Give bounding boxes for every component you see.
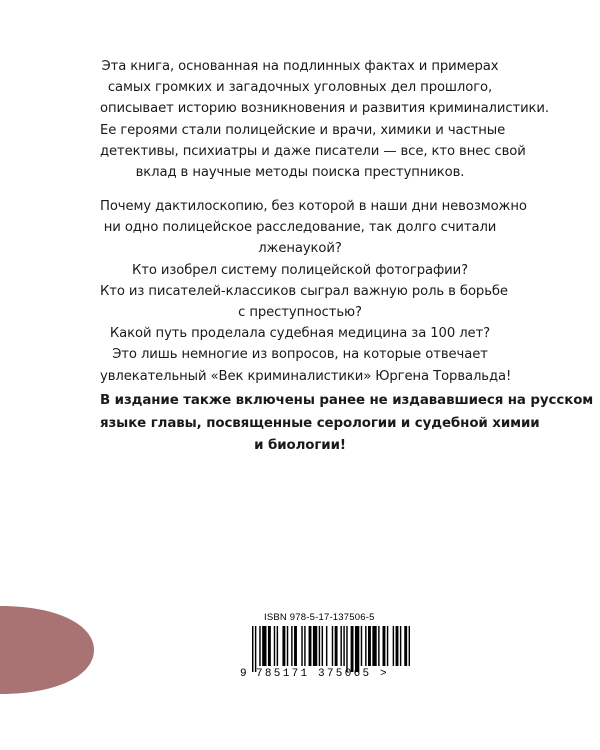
description-paragraph xyxy=(100,56,549,183)
barcode-bar xyxy=(383,626,386,666)
barcode-bar xyxy=(313,626,317,666)
text-line: самых громких и загадочных уголовных дел прошлого, xyxy=(107,80,493,96)
barcode-bar xyxy=(262,626,266,666)
barcode-bar xyxy=(294,626,297,666)
text-line: Ее героями стали полицейские и врачи, химики и частные xyxy=(100,122,506,138)
text-line: Какой путь проделала судебная медицина за 100 лет? xyxy=(109,326,491,342)
barcode-bar xyxy=(274,626,275,666)
text-line: Почему дактилоскопию, без которой в наши дни невозможно xyxy=(100,199,527,214)
isbn-label: ISBN 978-5-17-137506-5 xyxy=(264,612,375,623)
text-line: описывает историю возникновения и развития криминалистики. xyxy=(100,101,549,117)
barcode-bar xyxy=(393,626,394,666)
barcode-bar xyxy=(340,626,341,666)
text-line: с преступностью? xyxy=(238,305,362,321)
text-line: Это лишь немногие из вопросов, на которые отвечает xyxy=(112,347,488,363)
barcode-bar xyxy=(368,626,371,666)
barcode-bar xyxy=(372,626,376,666)
barcode-bar xyxy=(252,626,253,672)
barcode-bar xyxy=(335,626,338,666)
text-line: увлекательный «Век криминалистики» Юргена Торвальда! xyxy=(100,368,512,384)
text-line: В издание также включены ранее не издававшиеся на русском xyxy=(100,393,594,408)
text-line: вклад в научные методы поиска преступников. xyxy=(135,165,465,181)
barcode-bar xyxy=(396,626,399,666)
barcode-bar xyxy=(346,626,347,672)
barcode-bar xyxy=(351,626,354,672)
barcode-digit-first: 9 xyxy=(240,668,247,680)
barcode-bar xyxy=(301,626,302,666)
barcode-bar xyxy=(322,626,323,666)
isbn-barcode xyxy=(240,612,410,692)
text-line: языке главы, посвященные серологии и судебной химии xyxy=(100,415,540,431)
text-line: Кто из писателей-классиков сыграл важную роль в борьбе xyxy=(100,283,508,299)
barcode-bar xyxy=(378,626,379,666)
decorative-half-circle xyxy=(0,604,100,696)
barcode-bar xyxy=(343,626,344,666)
barcode-bar xyxy=(326,626,327,666)
barcode-bar xyxy=(291,626,292,666)
barcode-bar xyxy=(259,626,260,666)
text-line: Кто изобрел систему полицейской фотографии? xyxy=(132,262,468,278)
text-line: Эта книга, основанная на подлинных фактах и примерах xyxy=(101,59,499,74)
text-line: лженаукой? xyxy=(258,241,342,257)
barcode-bar xyxy=(387,626,388,666)
barcode-bar xyxy=(365,626,366,666)
barcode-bar xyxy=(277,626,278,666)
barcode-bar xyxy=(400,626,401,666)
text-line: детективы, психиатры и даже писатели — все, кто внес свой xyxy=(100,143,526,159)
barcode-digits-right: 375065 xyxy=(318,668,372,680)
barcode-digits-left: 785171 xyxy=(256,668,310,680)
barcode-quiet-mark: > xyxy=(380,668,387,680)
text-line: и биологии! xyxy=(254,438,346,453)
barcode-bar xyxy=(332,626,333,666)
barcode-bar xyxy=(255,626,256,672)
edition-note-bold xyxy=(100,390,594,458)
half-circle-shape-body xyxy=(0,606,94,694)
barcode-bar xyxy=(361,626,362,666)
text-line: ни одно полицейское расследование, так долго считали xyxy=(103,220,497,236)
barcode-bar xyxy=(319,626,320,666)
barcode-bar xyxy=(409,626,410,666)
questions-paragraph xyxy=(100,196,527,387)
barcode-bars xyxy=(240,626,410,672)
barcode-bar xyxy=(304,626,305,666)
barcode-bar xyxy=(404,626,407,666)
barcode-bar xyxy=(309,626,312,666)
barcode-bar xyxy=(287,626,288,666)
barcode-bar xyxy=(355,626,359,672)
barcode-bar xyxy=(268,626,271,666)
barcode-bar xyxy=(282,626,285,666)
